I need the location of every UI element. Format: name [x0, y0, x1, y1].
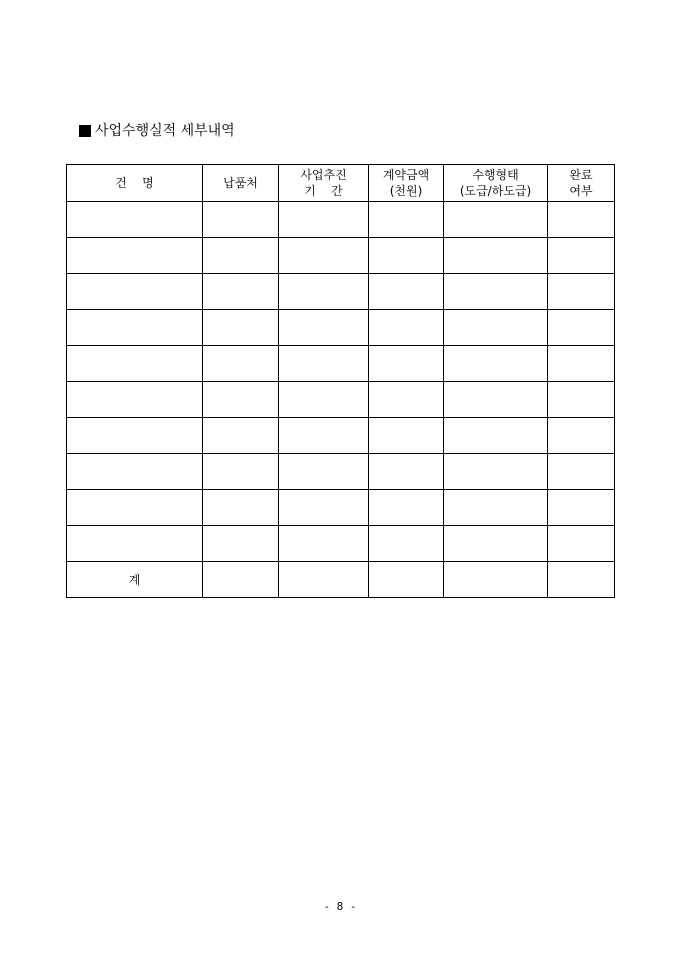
table-cell[interactable] [279, 274, 369, 310]
header-contract-type: 수행형태 (도급/하도급) [444, 165, 548, 202]
table-cell[interactable] [67, 346, 203, 382]
table-header-row [67, 165, 615, 202]
table-cell[interactable] [67, 490, 203, 526]
table-cell[interactable] [279, 490, 369, 526]
table-cell[interactable] [369, 274, 444, 310]
table-cell[interactable] [279, 202, 369, 238]
table-row [67, 346, 615, 382]
table-cell[interactable] [444, 490, 548, 526]
table-cell[interactable] [279, 454, 369, 490]
table-cell[interactable] [444, 526, 548, 562]
table-cell[interactable] [67, 202, 203, 238]
header-client: 납품처 [203, 165, 279, 202]
page-number: - 8 - [323, 900, 357, 913]
performance-records-table [66, 164, 615, 598]
table-cell[interactable] [203, 310, 279, 346]
section-title [79, 121, 235, 141]
table-cell[interactable] [67, 418, 203, 454]
table-cell[interactable] [548, 382, 615, 418]
table-cell[interactable] [67, 238, 203, 274]
table-cell[interactable] [279, 346, 369, 382]
table-cell[interactable] [67, 526, 203, 562]
table-cell[interactable] [279, 310, 369, 346]
table-cell[interactable] [548, 454, 615, 490]
table-cell[interactable] [548, 418, 615, 454]
table-row [67, 490, 615, 526]
table-cell[interactable] [279, 526, 369, 562]
table-cell[interactable] [548, 310, 615, 346]
table-cell[interactable] [203, 490, 279, 526]
table-cell[interactable] [548, 202, 615, 238]
table-cell[interactable] [548, 562, 615, 598]
table-cell[interactable] [369, 202, 444, 238]
total-label: 계 [67, 562, 203, 598]
table-cell[interactable] [67, 310, 203, 346]
table-row [67, 382, 615, 418]
table-cell[interactable] [369, 562, 444, 598]
table-cell[interactable] [369, 238, 444, 274]
table-cell[interactable] [279, 418, 369, 454]
table-cell[interactable] [548, 526, 615, 562]
table-cell[interactable] [444, 238, 548, 274]
table-cell[interactable] [444, 454, 548, 490]
table-cell[interactable] [279, 382, 369, 418]
table-cell[interactable] [444, 382, 548, 418]
table-cell[interactable] [203, 202, 279, 238]
table-cell[interactable] [279, 562, 369, 598]
table-cell[interactable] [67, 382, 203, 418]
table-body [67, 202, 615, 598]
table-cell[interactable] [548, 274, 615, 310]
table-cell[interactable] [369, 346, 444, 382]
table-cell[interactable] [369, 382, 444, 418]
header-contract-amount: 계약금액 (천원) [369, 165, 444, 202]
table-cell[interactable] [548, 346, 615, 382]
table-row [67, 274, 615, 310]
table-cell[interactable] [203, 274, 279, 310]
table-cell[interactable] [203, 346, 279, 382]
table-cell[interactable] [67, 274, 203, 310]
table-row [67, 454, 615, 490]
table-cell[interactable] [203, 418, 279, 454]
black-square-icon [79, 125, 91, 137]
header-project-period: 사업추진 기 간 [279, 165, 369, 202]
table-cell[interactable] [444, 274, 548, 310]
table-cell[interactable] [67, 454, 203, 490]
table-cell[interactable] [203, 454, 279, 490]
table-cell[interactable] [444, 418, 548, 454]
table-cell[interactable] [369, 526, 444, 562]
table-cell[interactable] [203, 238, 279, 274]
table-cell[interactable] [444, 202, 548, 238]
table-cell[interactable] [369, 454, 444, 490]
table-cell[interactable] [279, 238, 369, 274]
table-row [67, 526, 615, 562]
table-cell[interactable] [369, 418, 444, 454]
table-cell[interactable] [369, 310, 444, 346]
table-cell[interactable] [548, 238, 615, 274]
table-cell[interactable] [444, 562, 548, 598]
table-cell[interactable] [369, 490, 444, 526]
table-cell[interactable] [548, 490, 615, 526]
table-row [67, 202, 615, 238]
total-row [67, 562, 615, 598]
section-title-text: 사업수행실적 세부내역 [95, 123, 235, 139]
table-cell[interactable] [444, 346, 548, 382]
header-completion-status: 완료 여부 [548, 165, 615, 202]
table-row [67, 238, 615, 274]
table-row [67, 310, 615, 346]
header-project-name: 건 명 [67, 165, 203, 202]
table-cell[interactable] [203, 382, 279, 418]
table-cell[interactable] [203, 526, 279, 562]
table-cell[interactable] [444, 310, 548, 346]
table-row [67, 418, 615, 454]
table-cell[interactable] [203, 562, 279, 598]
